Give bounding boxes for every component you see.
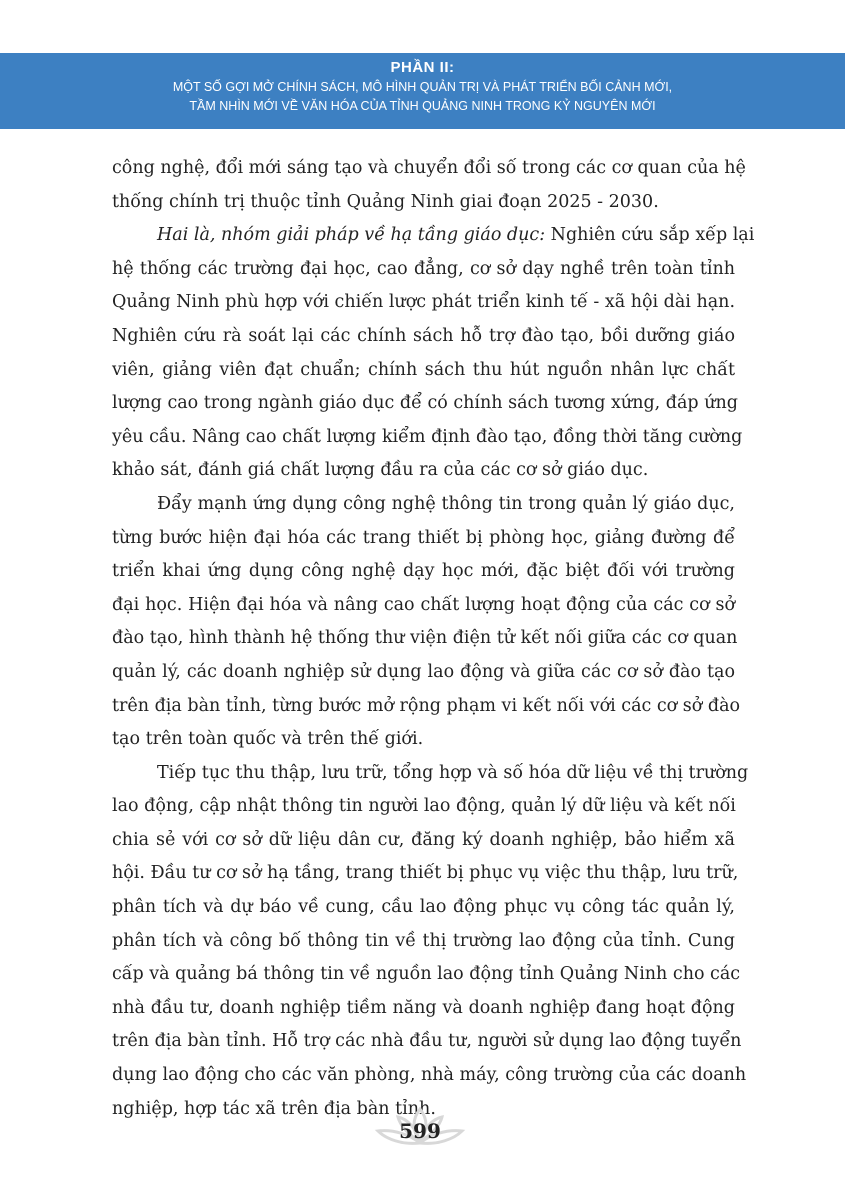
line-text: nhà đầu tư, doanh nghiệp tiềm năng và doanh nghiệp đang hoạt động [112,997,735,1018]
line-text: công nghệ, đổi mới sáng tạo và chuyển đổi số trong các cơ quan của hệ [112,158,746,178]
part-subtitle-line-2: TẦM NHÌN MỚI VỀ VĂN HÓA CỦA TỈNH QUẢNG NINH TRONG KỶ NGUYÊN MỚI [189,99,656,113]
line-text: hệ thống các trường đại học, cao đẳng, cơ sở dạy nghề trên toàn tỉnh [112,258,735,279]
line-text: Đẩy mạnh ứng dụng công nghệ thông tin trong quản lý giáo dục, [157,493,735,514]
text-line [112,555,735,589]
line-text: đào tạo, hình thành hệ thống thư viện điện tử kết nối giữa các cơ quan [112,628,738,649]
text-line [112,286,735,320]
text-line [112,421,743,455]
line-text: Tiếp tục thu thập, lưu trữ, tổng hợp và số hóa dữ liệu về thị trường [157,762,749,783]
line-text: khảo sát, đánh giá chất lượng đầu ra của các cơ sở giáo dục. [112,460,649,481]
text-line [112,958,741,992]
part-title: PHẦN II: [390,59,455,76]
line-text: phân tích và công bố thông tin về thị trường lao động của tỉnh. Cung [112,930,735,951]
line-text: trên địa bàn tỉnh. Hỗ trợ các nhà đầu tư, người sử dụng lao động tuyển [112,1031,742,1052]
text-line [112,152,746,186]
text-line [112,1025,742,1059]
text-line [112,219,755,253]
page-number-ornament [370,1105,470,1155]
line-text: trên địa bàn tỉnh, từng bước mở rộng phạm vi kết nối với các cơ sở đào [112,695,741,716]
line-text: hội. Đầu tư cơ sở hạ tầng, trang thiết bị phục vụ việc thu thập, lưu trữ, [112,863,739,884]
text-line [112,253,735,287]
line-text: tạo trên toàn quốc và trên thế giới. [112,729,424,750]
text-line [112,790,735,824]
text-line [112,1059,747,1093]
text-line [112,723,735,757]
line-text: lao động, cập nhật thông tin người lao động, quản lý dữ liệu và kết nối [112,796,736,817]
line-text: triển khai ứng dụng công nghệ dạy học mới, đặc biệt đối với trường [112,561,735,582]
line-text: phân tích và dự báo về cung, cầu lao động phục vụ công tác quản lý, [112,897,735,918]
line-text: thống chính trị thuộc tỉnh Quảng Ninh giai đoạn 2025 - 2030. [112,191,659,212]
text-line [112,891,735,925]
part-subtitle-line-1: MỘT SỐ GỢI MỞ CHÍNH SÁCH, MÔ HÌNH QUẢN TRỊ VÀ PHÁT TRIỂN BỐI CẢNH MỚI, [172,80,673,94]
text-line [112,589,735,623]
text-line [112,690,741,724]
line-text: đại học. Hiện đại hóa và nâng cao chất lượng hoạt động của các cơ sở [112,594,735,615]
text-line [112,320,735,354]
text-line [112,757,749,791]
text-line [112,454,735,488]
text-line [112,992,735,1026]
line-text: quản lý, các doanh nghiệp sử dụng lao động và giữa các cơ sở đào tạo [112,661,735,682]
line-text: cấp và quảng bá thông tin về nguồn lao động tỉnh Quảng Ninh cho các [112,964,741,985]
text-line [112,857,739,891]
body-text [112,152,755,1126]
text-line [112,387,738,421]
line-text: yêu cầu. Nâng cao chất lượng kiểm định đào tạo, đồng thời tăng cường [112,426,743,447]
text-line [112,354,735,388]
paragraph-lead: Hai là, nhóm giải pháp về hạ tầng giáo dục: [157,225,546,246]
line-text: Quảng Ninh phù hợp với chiến lược phát triển kinh tế - xã hội dài hạn. [112,292,736,313]
chapter-header-banner [0,53,845,129]
line-text: Nghiên cứu rà soát lại các chính sách hỗ trợ đào tạo, bồi dưỡng giáo [112,325,735,346]
line-text: Nghiên cứu sắp xếp lại [545,225,755,246]
text-line [112,925,735,959]
text-line [112,824,735,858]
page-number: 599 [399,1119,441,1143]
text-line [112,186,735,220]
text-line [112,656,735,690]
text-line [112,522,735,556]
text-line [112,488,735,522]
text-line [112,622,738,656]
line-text: từng bước hiện đại hóa các trang thiết bị phòng học, giảng đường để [112,527,735,548]
line-text: dụng lao động cho các văn phòng, nhà máy, công trường của các doanh [112,1065,747,1086]
line-text: nghiệp, hợp tác xã trên địa bàn tỉnh. [112,1098,436,1119]
line-text: viên, giảng viên đạt chuẩn; chính sách thu hút nguồn nhân lực chất [112,359,735,380]
line-text: lượng cao trong ngành giáo dục để có chính sách tương xứng, đáp ứng [112,393,738,414]
line-text: chia sẻ với cơ sở dữ liệu dân cư, đăng ký doanh nghiệp, bảo hiểm xã [112,829,735,850]
